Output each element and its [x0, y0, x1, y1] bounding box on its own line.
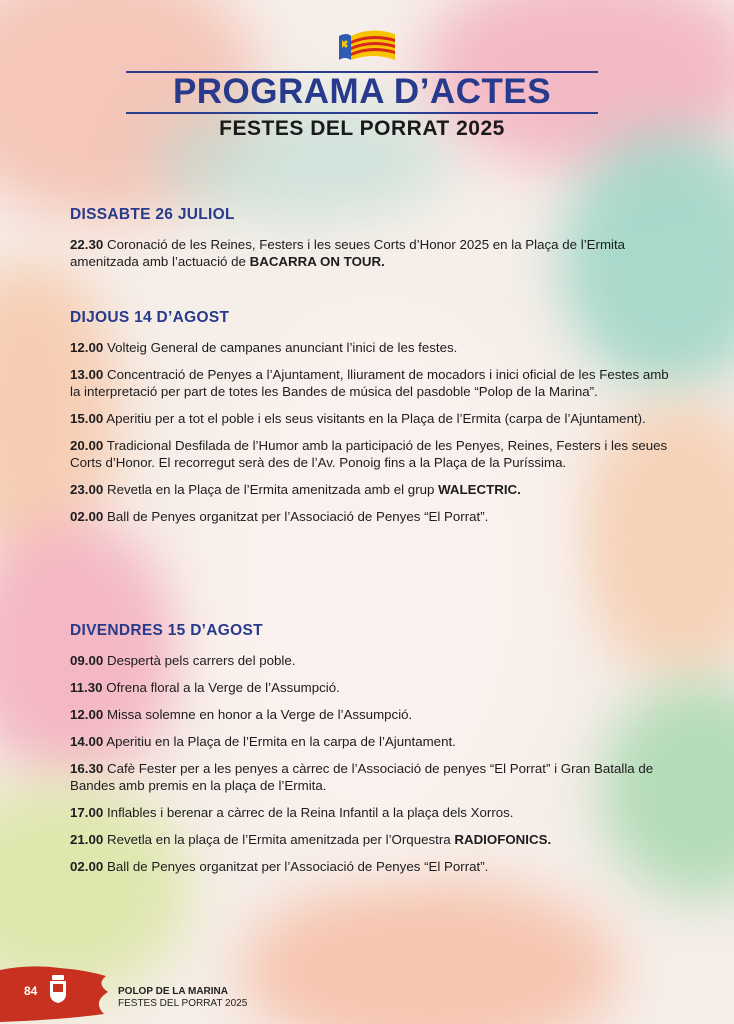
- day-section: [70, 622, 670, 885]
- act-text: Aperitiu en la Plaça de l’Ermita en la carpa de l’Ajuntament.: [106, 734, 456, 749]
- act-text: Volteig General de campanes anunciant l’inici de les festes.: [106, 340, 458, 355]
- act-time: 21.00: [70, 832, 104, 847]
- page-title: PROGRAMA D’ACTES: [172, 72, 552, 111]
- day-heading: DIVENDRES 15 D’AGOST: [70, 622, 263, 639]
- act-item: [70, 410, 670, 427]
- act-time: 14.00: [70, 734, 104, 749]
- act-text: Inflables i berenar a càrrec de la Reina Infantil a la plaça dels Xorros.: [106, 805, 514, 820]
- town-crest-icon: [48, 974, 68, 1004]
- act-time: 16.30: [70, 761, 104, 776]
- act-text: Tradicional Desfilada de l’Humor amb la participació de les Penyes, Reines, Festers i les seues Corts d’Honor. El recorregut serà des de l’Av. Ponoig fins a la Plaça de la Puríssima.: [70, 438, 668, 470]
- act-text: Revetla en la Plaça de l’Ermita amenitzada amb el grup: [106, 482, 439, 497]
- act-text: Aperitiu per a tot el poble i els seus visitants en la Plaça de l’Ermita (carpa de l’Ajuntament).: [106, 411, 646, 426]
- act-text: Ball de Penyes organitzat per l’Associació de Penyes “El Porrat”.: [106, 859, 489, 874]
- page-subtitle: FESTES DEL PORRAT 2025: [219, 117, 505, 140]
- act-item: [70, 339, 670, 356]
- act-item: [70, 508, 670, 525]
- act-time: 09.00: [70, 653, 104, 668]
- act-time: 13.00: [70, 367, 104, 382]
- act-time: 23.00: [70, 482, 104, 497]
- act-time: 20.00: [70, 438, 104, 453]
- day-heading: DISSABTE 26 JULIOL: [70, 206, 235, 223]
- act-text: Missa solemne en honor a la Verge de l’Assumpció.: [106, 707, 413, 722]
- footer-caption: [118, 986, 247, 1010]
- act-text: Ball de Penyes organitzat per l’Associació de Penyes “El Porrat”.: [106, 509, 489, 524]
- act-item: [70, 679, 670, 696]
- act-highlight: WALECTRIC.: [438, 482, 521, 497]
- act-time: 12.00: [70, 707, 104, 722]
- act-item: [70, 733, 670, 750]
- act-time: 02.00: [70, 509, 104, 524]
- footer-event: FESTES DEL PORRAT 2025: [118, 998, 248, 1009]
- act-item: [70, 366, 670, 400]
- day-section: [70, 309, 670, 535]
- act-item: [70, 481, 670, 498]
- act-item: [70, 760, 670, 794]
- act-time: 15.00: [70, 411, 104, 426]
- page-number: 84: [24, 984, 38, 998]
- act-text: Concentració de Penyes a l’Ajuntament, lliurament de mocadors i inici oficial de les Festes amb la interpretació per part de totes les Bandes de música del pasdoble “Polop de la Marina”.: [70, 367, 669, 399]
- act-time: 22.30: [70, 237, 104, 252]
- act-time: 11.30: [70, 680, 103, 695]
- act-highlight: RADIOFONICS.: [454, 832, 552, 847]
- day-heading: DIJOUS 14 D’AGOST: [70, 309, 230, 326]
- act-time: 17.00: [70, 805, 104, 820]
- title-bottom-rule: [126, 112, 598, 114]
- act-item: [70, 652, 670, 669]
- valencian-flag-icon: [337, 28, 397, 64]
- act-item: [70, 236, 670, 270]
- act-item: [70, 831, 670, 848]
- act-text: Despertà pels carrers del poble.: [106, 653, 296, 668]
- footer-town: POLOP DE LA MARINA: [118, 986, 229, 997]
- act-text: Ofrena floral a la Verge de l’Assumpció.: [106, 680, 340, 695]
- act-time: 12.00: [70, 340, 104, 355]
- act-text: Coronació de les Reines, Festers i les seues Corts d’Honor 2025 en la Plaça de l’Ermita amenitzada amb l’actuació de: [70, 237, 626, 269]
- act-text: Cafè Fester per a les penyes a càrrec de l’Associació de penyes “El Porrat” i Gran Batalla de Bandes amb premis en la plaça de l’Ermita.: [70, 761, 654, 793]
- act-text: Revetla en la plaça de l’Ermita amenitzada per l’Orquestra: [106, 832, 455, 847]
- day-section: [70, 206, 670, 280]
- act-time: 02.00: [70, 859, 104, 874]
- act-item: [70, 858, 670, 875]
- act-item: [70, 804, 670, 821]
- act-item: [70, 437, 670, 471]
- act-highlight: BACARRA ON TOUR.: [249, 254, 385, 269]
- act-item: [70, 706, 670, 723]
